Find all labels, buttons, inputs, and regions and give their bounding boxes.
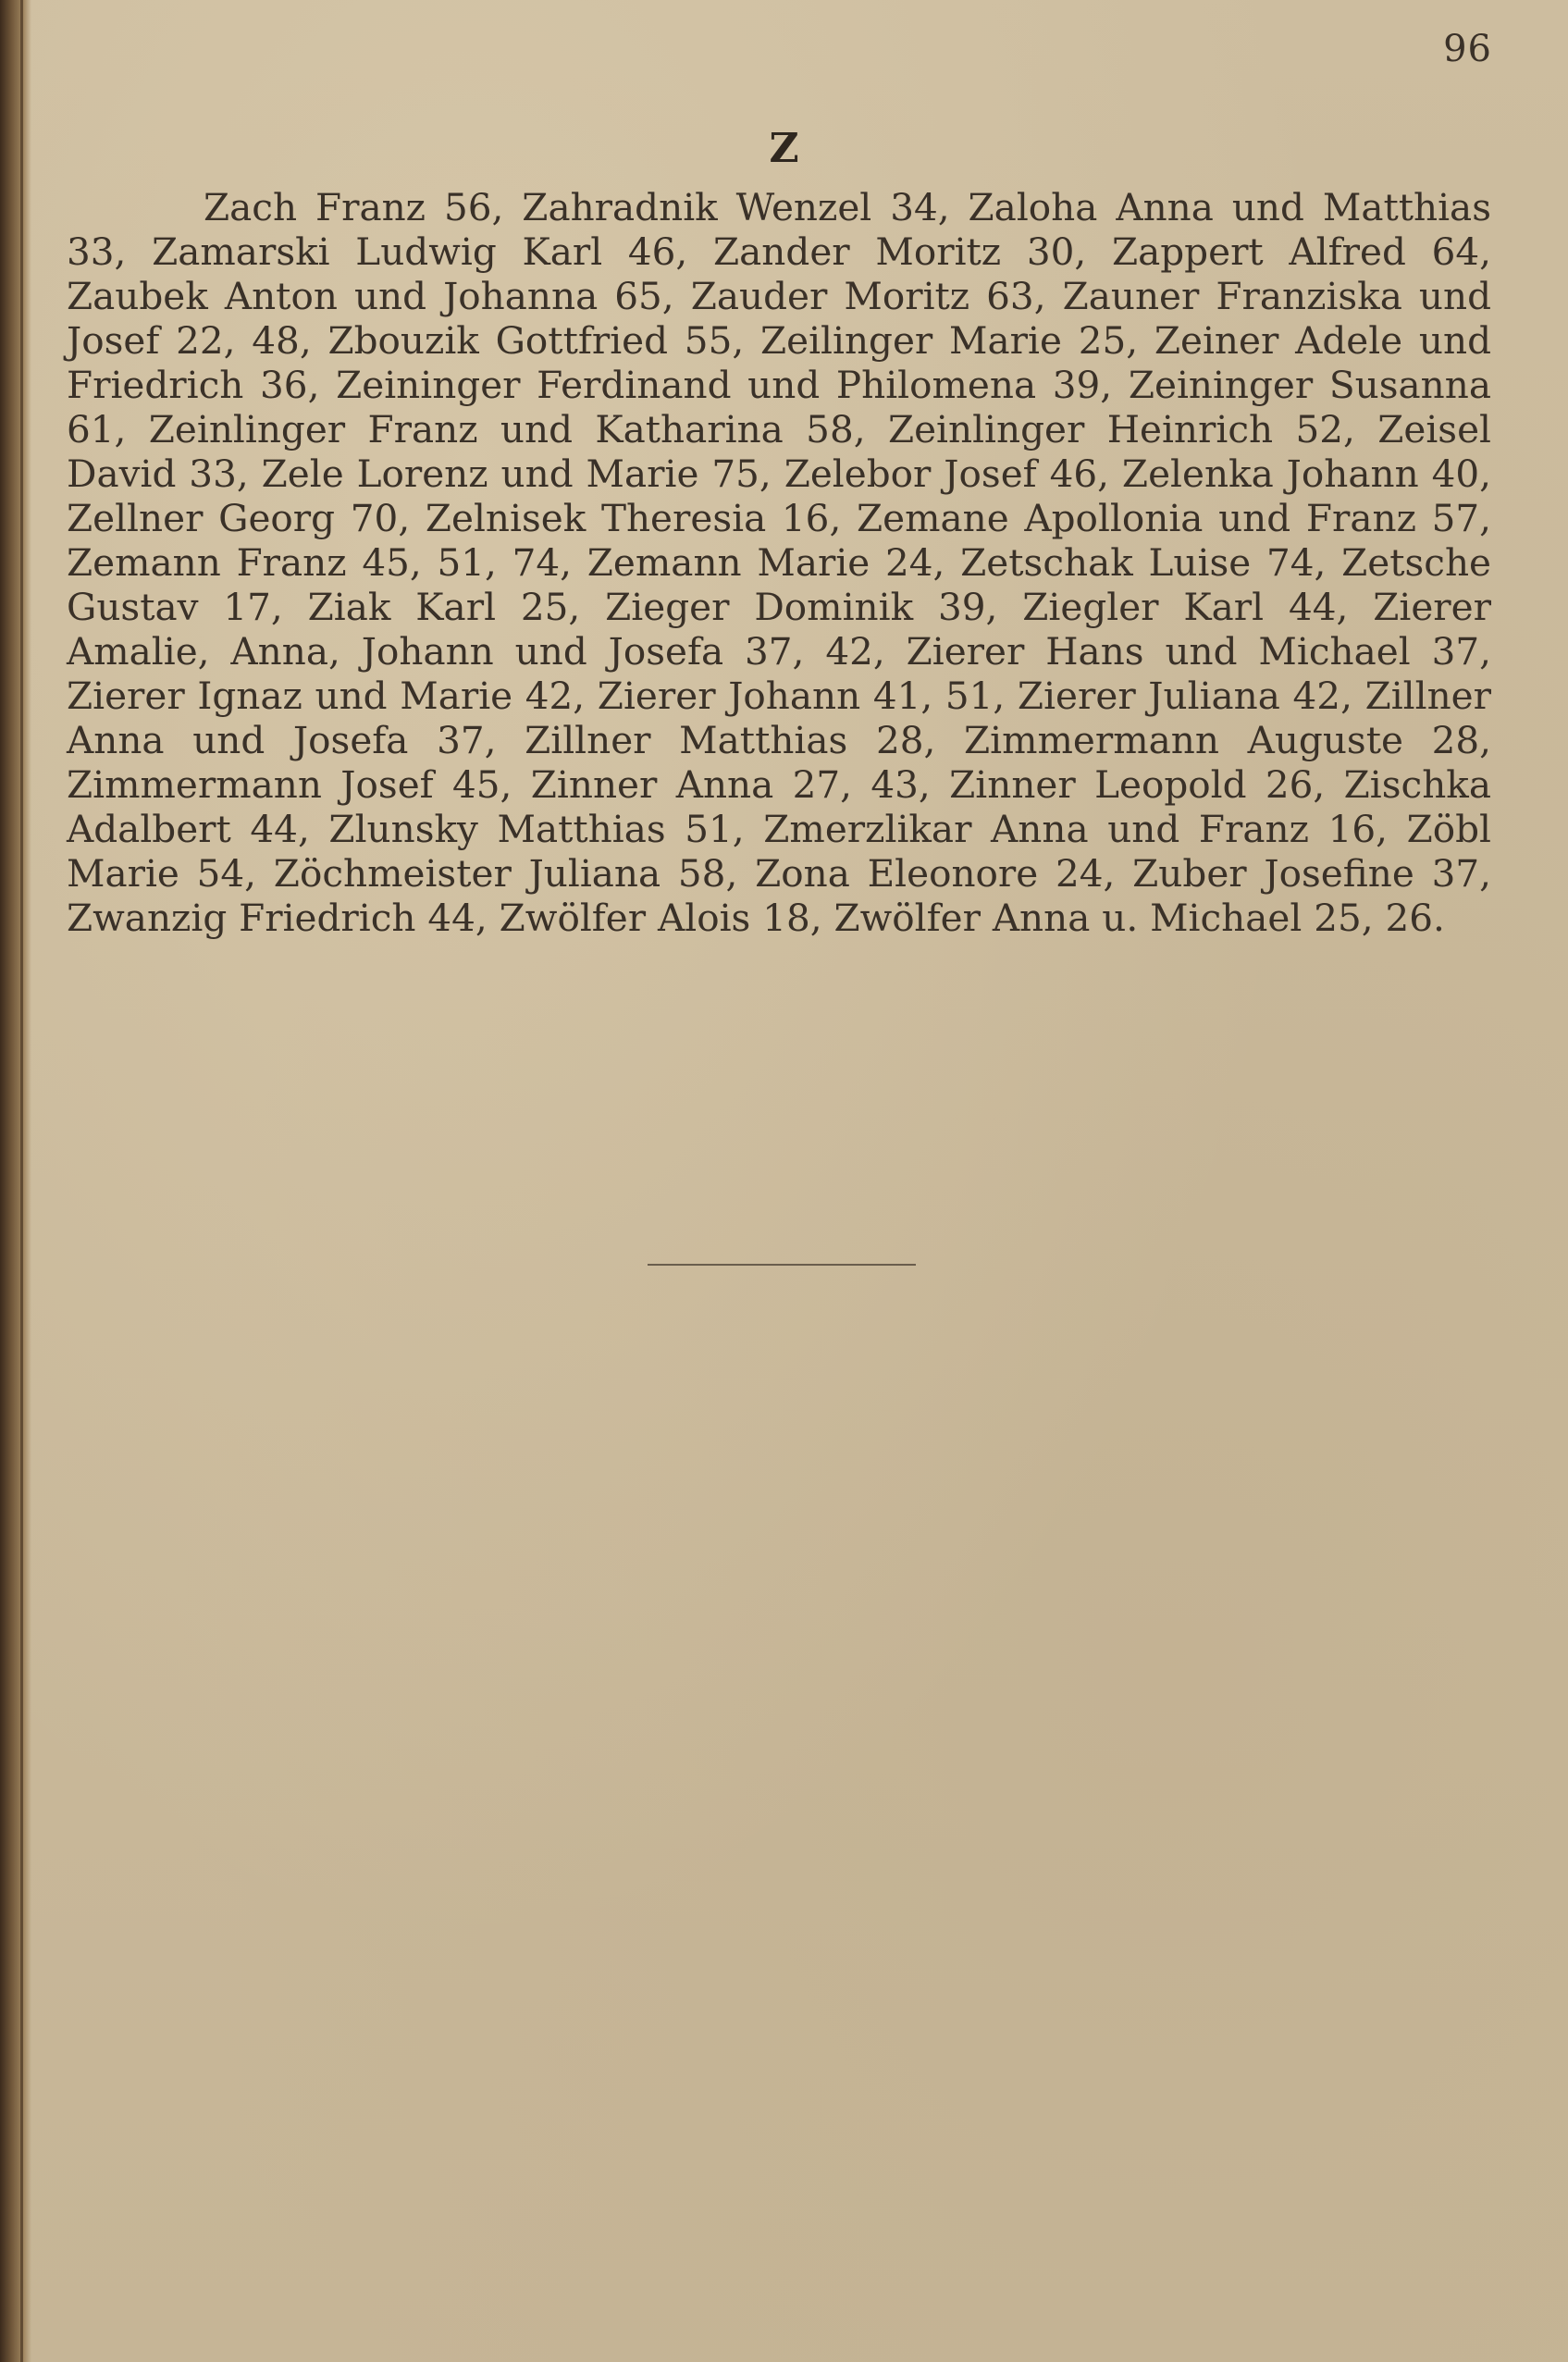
book-spine-shadow bbox=[0, 0, 31, 2362]
section-divider-rule bbox=[648, 1264, 916, 1266]
section-heading: Z bbox=[769, 125, 799, 172]
spine-edge-line bbox=[20, 0, 23, 2362]
page-number: 96 bbox=[1443, 28, 1492, 70]
name-index-paragraph: Zach Franz 56, Zahradnik Wenzel 34, Zaloha Anna und Matthias 33, Zamarski Ludwig Karl 46, Zander Moritz 30, Zappert Alfred 64, Zaubek Anton und Johanna 65, Zauder Moritz 63, Zauner Franziska und Josef 22, 48, Zbouzik Gottfried 55, Zeilinger Marie 25, Zeiner Adele und Friedrich 36, Zeininger Ferdinand und Philomena 39, Zeininger Susanna 61, Zeinlinger Franz und Katharina 58, Zeinlinger Heinrich 52, Zeisel David 33, Zele Lorenz und Marie 75, Zelebor Josef 46, Zelenka Johann 40, Zellner Georg 70, Zelnisek Theresia 16, Zemane Apollonia und Franz 57, Zemann Franz 45, 51, 74, Zemann Marie 24, Zetschak Luise 74, Zetsche Gustav 17, Ziak Karl 25, Zieger Dominik 39, Ziegler Karl 44, Zierer Amalie, Anna, Johann und Josefa 37, 42, Zierer Hans und Michael 37, Zierer Ignaz und Marie 42, Zierer Johann 41, 51, Zierer Juliana 42, Zillner Anna und Josefa 37, Zillner Matthias 28, Zimmermann Auguste 28, Zimmermann Josef 45, Zinner Anna 27, 43, Zinner Leopold 26, Zischka Adalbert 44, Zlunsky Matthias 51, Zmerzlikar Anna und Franz 16, Zöbl Marie 54, Zöchmeister Juliana 58, Zona Eleonore 24, Zuber Josefine 37, Zwanzig Friedrich 44, Zwölfer Alois 18, Zwölfer Anna u. Michael 25, 26. bbox=[67, 185, 1491, 940]
